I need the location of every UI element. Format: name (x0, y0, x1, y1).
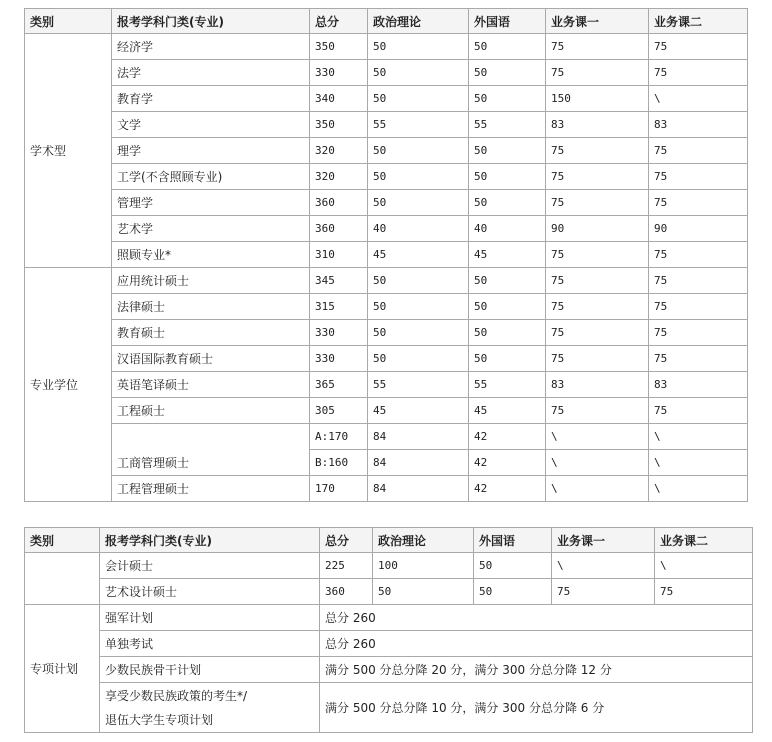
table-cell: 55 (469, 372, 546, 398)
table-cell: 45 (469, 398, 546, 424)
special-plan-label (100, 683, 320, 733)
table-row (25, 372, 748, 398)
table-cell: 75 (649, 164, 748, 190)
special-plan-label-line: 少数民族骨干计划 (105, 663, 202, 677)
table-cell: 75 (649, 294, 748, 320)
table-cell: 50 (469, 268, 546, 294)
special-plan-label-line: 强军计划 (105, 611, 154, 625)
column-header: 外国语 (469, 9, 546, 34)
table-cell: 75 (546, 398, 649, 424)
table-cell: \ (649, 424, 748, 450)
column-header: 类别 (25, 528, 100, 553)
table-cell: 84 (368, 450, 469, 476)
table-cell: 会计硕士 (100, 553, 320, 579)
column-header: 业务课二 (655, 528, 753, 553)
table-cell: 75 (649, 398, 748, 424)
table-cell: 55 (368, 372, 469, 398)
table-cell: 艺术学 (112, 216, 310, 242)
table-cell: 75 (546, 242, 649, 268)
table-cell: 350 (310, 112, 368, 138)
table-cell: 75 (546, 320, 649, 346)
table-cell: 360 (310, 216, 368, 242)
table-row (25, 346, 748, 372)
table-cell: 75 (649, 60, 748, 86)
table-cell: 170 (310, 476, 368, 502)
table-row (25, 320, 748, 346)
table-cell: 75 (546, 294, 649, 320)
table-cell: 50 (469, 60, 546, 86)
table-row (25, 424, 748, 450)
table-cell: 40 (469, 216, 546, 242)
table-cell: 84 (368, 476, 469, 502)
table-cell: \ (649, 450, 748, 476)
empty-category-cell (25, 553, 100, 605)
table-cell: 50 (368, 320, 469, 346)
table-cell: 50 (373, 579, 474, 605)
table-cell: 45 (368, 242, 469, 268)
table-cell: 50 (368, 190, 469, 216)
table-cell: 42 (469, 476, 546, 502)
category-cell: 专业学位 (25, 268, 112, 502)
table-cell: 100 (373, 553, 474, 579)
column-header: 类别 (25, 9, 112, 34)
table-cell: 83 (649, 372, 748, 398)
table-cell: 工学(不含照顾专业) (112, 164, 310, 190)
table-row (25, 86, 748, 112)
table-cell: 50 (368, 138, 469, 164)
table-cell: 42 (469, 450, 546, 476)
table-cell: 360 (310, 190, 368, 216)
table-cell: 320 (310, 138, 368, 164)
table-cell: 50 (474, 553, 552, 579)
table-cell: 365 (310, 372, 368, 398)
table-cell: 340 (310, 86, 368, 112)
table-cell: 75 (649, 190, 748, 216)
table-cell: 工程管理硕士 (112, 476, 310, 502)
table-cell: \ (546, 476, 649, 502)
table-cell: 50 (469, 86, 546, 112)
table-cell: 90 (649, 216, 748, 242)
special-plan-label-line: 单独考试 (105, 637, 154, 651)
table-cell: 50 (368, 164, 469, 190)
special-plan-rule: 总分 260 (320, 631, 753, 657)
column-header: 外国语 (474, 528, 552, 553)
table-cell: 工商管理硕士 (112, 424, 310, 476)
table-cell: \ (655, 553, 753, 579)
table-cell: 理学 (112, 138, 310, 164)
special-plan-label (100, 657, 320, 683)
table-cell: 75 (649, 138, 748, 164)
table-cell: A:170 (310, 424, 368, 450)
special-plan-rule: 满分 500 分总分降 20 分，满分 300 分总分降 12 分 (320, 657, 753, 683)
table-row (25, 268, 748, 294)
table-cell: \ (649, 476, 748, 502)
table-cell: 50 (469, 346, 546, 372)
table-cell: 55 (469, 112, 546, 138)
table-cell: \ (552, 553, 655, 579)
table-cell: 75 (546, 60, 649, 86)
column-header: 政治理论 (373, 528, 474, 553)
table-cell: 225 (320, 553, 373, 579)
table-cell: 75 (546, 138, 649, 164)
table-cell: 40 (368, 216, 469, 242)
category-cell: 学术型 (25, 34, 112, 268)
table-cell: 50 (368, 60, 469, 86)
table-cell: 345 (310, 268, 368, 294)
column-header: 业务课二 (649, 9, 748, 34)
table-cell: 360 (320, 579, 373, 605)
table-cell: 50 (368, 346, 469, 372)
table-cell: 50 (469, 320, 546, 346)
table-row (25, 164, 748, 190)
table-cell: 50 (368, 268, 469, 294)
table-cell: 330 (310, 346, 368, 372)
table-cell: 75 (552, 579, 655, 605)
table-cell: 90 (546, 216, 649, 242)
table-cell: \ (546, 424, 649, 450)
table-cell: 75 (546, 34, 649, 60)
score-table-main (24, 8, 748, 502)
category-cell: 专项计划 (25, 605, 100, 733)
table-cell: 教育学 (112, 86, 310, 112)
table-cell: 照顾专业* (112, 242, 310, 268)
table-cell: 75 (546, 164, 649, 190)
table-cell: 45 (368, 398, 469, 424)
table-cell: 310 (310, 242, 368, 268)
table-cell: 42 (469, 424, 546, 450)
table-cell: 55 (368, 112, 469, 138)
table-row (25, 242, 748, 268)
table-cell: 315 (310, 294, 368, 320)
table-cell: 75 (649, 242, 748, 268)
table-row (25, 34, 748, 60)
table-row (25, 579, 753, 605)
table-cell: 工程硕士 (112, 398, 310, 424)
table-cell: 45 (469, 242, 546, 268)
table-cell: 50 (368, 294, 469, 320)
table-cell: 经济学 (112, 34, 310, 60)
table-header-row (25, 9, 748, 34)
table-cell: 75 (546, 268, 649, 294)
table-cell: 75 (649, 346, 748, 372)
table-cell: 150 (546, 86, 649, 112)
table-cell: 75 (649, 268, 748, 294)
table-row (25, 138, 748, 164)
column-header: 业务课一 (552, 528, 655, 553)
table-row (25, 683, 753, 733)
table-cell: 83 (546, 372, 649, 398)
table-cell: 83 (546, 112, 649, 138)
table-cell: 法律硕士 (112, 294, 310, 320)
table-cell: 50 (474, 579, 552, 605)
table-cell: 305 (310, 398, 368, 424)
special-plan-rule: 总分 260 (320, 605, 753, 631)
table-cell: 法学 (112, 60, 310, 86)
table-cell: 教育硕士 (112, 320, 310, 346)
table-cell: 英语笔译硕士 (112, 372, 310, 398)
table-cell: 350 (310, 34, 368, 60)
score-table-special (24, 527, 753, 733)
table-cell: 75 (655, 579, 753, 605)
table-cell: 50 (469, 34, 546, 60)
table-cell: \ (546, 450, 649, 476)
table-cell: 330 (310, 320, 368, 346)
table-cell: 75 (546, 346, 649, 372)
table-row (25, 553, 753, 579)
special-plan-rule: 满分 500 分总分降 10 分，满分 300 分总分降 6 分 (320, 683, 753, 733)
table-cell: 75 (649, 34, 748, 60)
table-row (25, 60, 748, 86)
table-row (25, 476, 748, 502)
special-plan-label-line: 退伍大学生专项计划 (105, 712, 214, 727)
table-row (25, 294, 748, 320)
table-cell: 50 (368, 34, 469, 60)
table-cell: 75 (649, 320, 748, 346)
column-header: 总分 (320, 528, 373, 553)
table-row (25, 631, 753, 657)
special-plan-label-line: 享受少数民族政策的考生*/ (105, 688, 248, 703)
table-cell: 84 (368, 424, 469, 450)
special-plan-label (100, 605, 320, 631)
table-row (25, 657, 753, 683)
column-header: 报考学科门类(专业) (112, 9, 310, 34)
table-cell: B:160 (310, 450, 368, 476)
table-header-row (25, 528, 753, 553)
table-cell: \ (649, 86, 748, 112)
table-cell: 50 (469, 190, 546, 216)
column-header: 业务课一 (546, 9, 649, 34)
table-row (25, 190, 748, 216)
table-cell: 50 (469, 138, 546, 164)
table-cell: 50 (469, 164, 546, 190)
table-row (25, 398, 748, 424)
table-cell: 75 (546, 190, 649, 216)
table-cell: 50 (368, 86, 469, 112)
special-plan-label (100, 631, 320, 657)
table-cell: 汉语国际教育硕士 (112, 346, 310, 372)
column-header: 政治理论 (368, 9, 469, 34)
table-cell: 文学 (112, 112, 310, 138)
table-row (25, 605, 753, 631)
table-cell: 应用统计硕士 (112, 268, 310, 294)
table-cell: 330 (310, 60, 368, 86)
column-header: 报考学科门类(专业) (100, 528, 320, 553)
table-row (25, 216, 748, 242)
table-cell: 管理学 (112, 190, 310, 216)
table-cell: 320 (310, 164, 368, 190)
table-cell: 50 (469, 294, 546, 320)
table-row (25, 112, 748, 138)
column-header: 总分 (310, 9, 368, 34)
table-cell: 83 (649, 112, 748, 138)
table-cell: 艺术设计硕士 (100, 579, 320, 605)
